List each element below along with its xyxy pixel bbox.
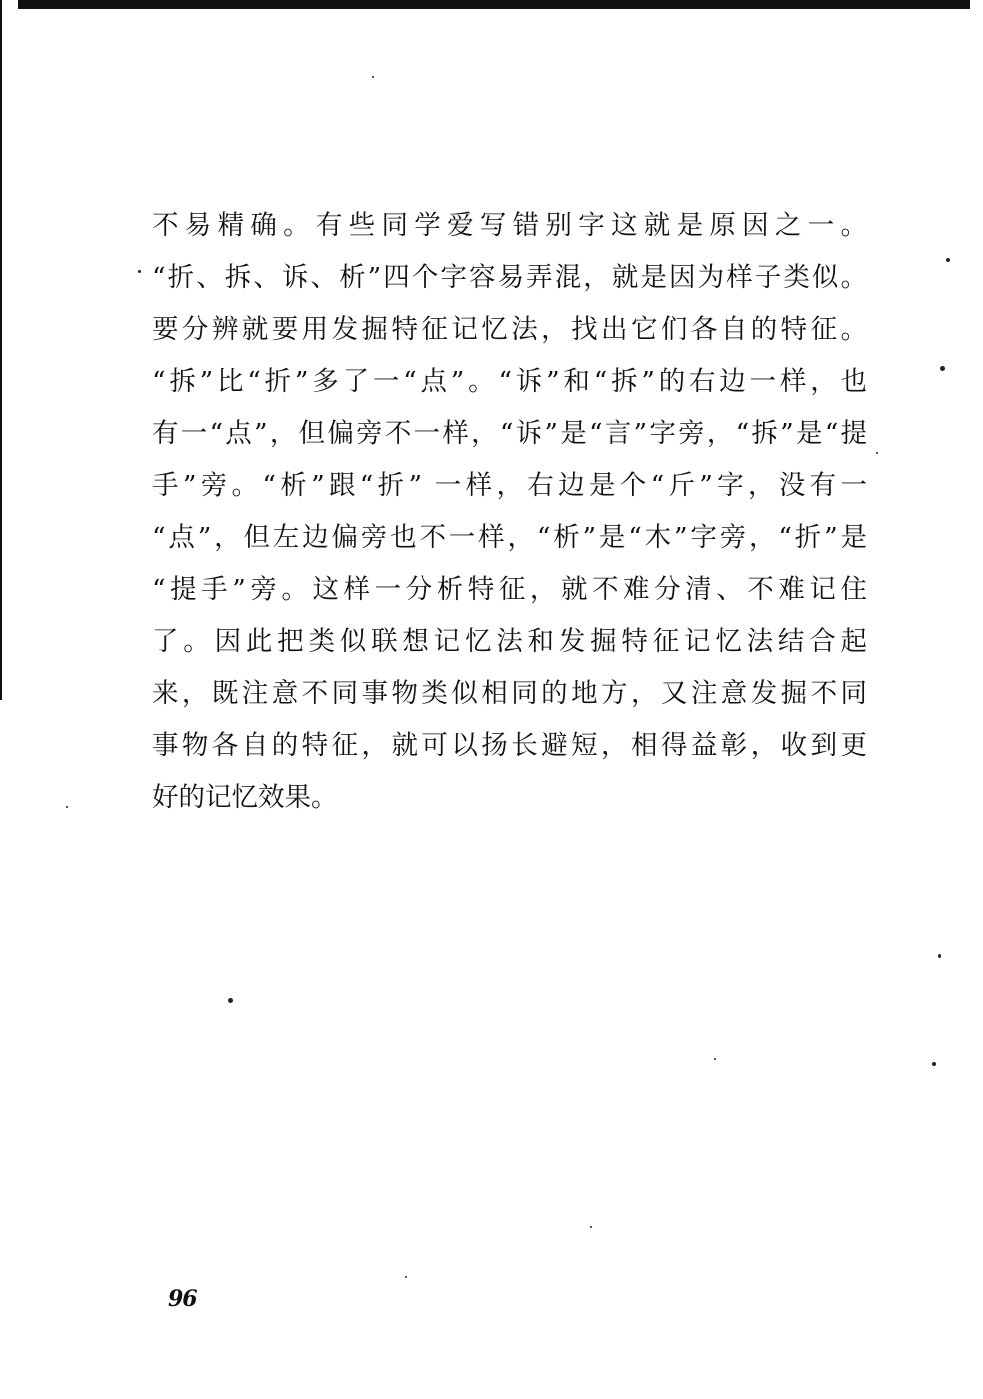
scan-speck (940, 366, 945, 371)
text-line: 要分辨就要用发掘特征记忆法，找出它们各自的特征。 (152, 314, 867, 345)
scan-speck (590, 1226, 592, 1228)
scan-speck (66, 806, 68, 808)
scan-speck (714, 1058, 716, 1060)
scan-speck (938, 954, 941, 958)
text-line: “拆”比“折”多了一“点”。“诉”和“拆”的右边一样，也 (152, 366, 867, 397)
text-line: 好的记忆效果。 (152, 782, 338, 813)
body-paragraph (152, 200, 867, 824)
scan-speck (372, 76, 374, 78)
text-line: 有一“点”，但偏旁不一样，“诉”是“言”字旁，“拆”是“提 (152, 418, 867, 449)
text-line: “折、拆、诉、析”四个字容易弄混，就是因为样子类似。 (152, 262, 867, 293)
scan-speck (138, 270, 141, 273)
scan-speck (228, 998, 233, 1003)
text-line: 手”旁。“析”跟“折” 一样，右边是个“斤”字，没有一 (152, 470, 867, 501)
scan-speck (946, 258, 950, 262)
text-line: 了。因此把类似联想记忆法和发掘特征记忆法结合起 (152, 626, 867, 657)
scan-speck (876, 452, 878, 454)
text-line: 不易精确。有些同学爱写错别字这就是原因之一。 (152, 210, 867, 241)
text-line: “提手”旁。这样一分析特征，就不难分清、不难记住 (152, 574, 867, 605)
text-line: 来，既注意不同事物类似相同的地方，又注意发掘不同 (152, 678, 867, 709)
left-border-rule (0, 0, 2, 700)
page-number: 96 (168, 1286, 197, 1312)
text-line: 事物各自的特征，就可以扬长避短，相得益彰，收到更 (152, 730, 867, 761)
text-line: “点”，但左边偏旁也不一样，“析”是“木”字旁，“折”是 (152, 522, 867, 553)
scan-speck (932, 1062, 936, 1066)
top-border-rule (18, 0, 970, 9)
scan-speck (405, 1276, 407, 1278)
